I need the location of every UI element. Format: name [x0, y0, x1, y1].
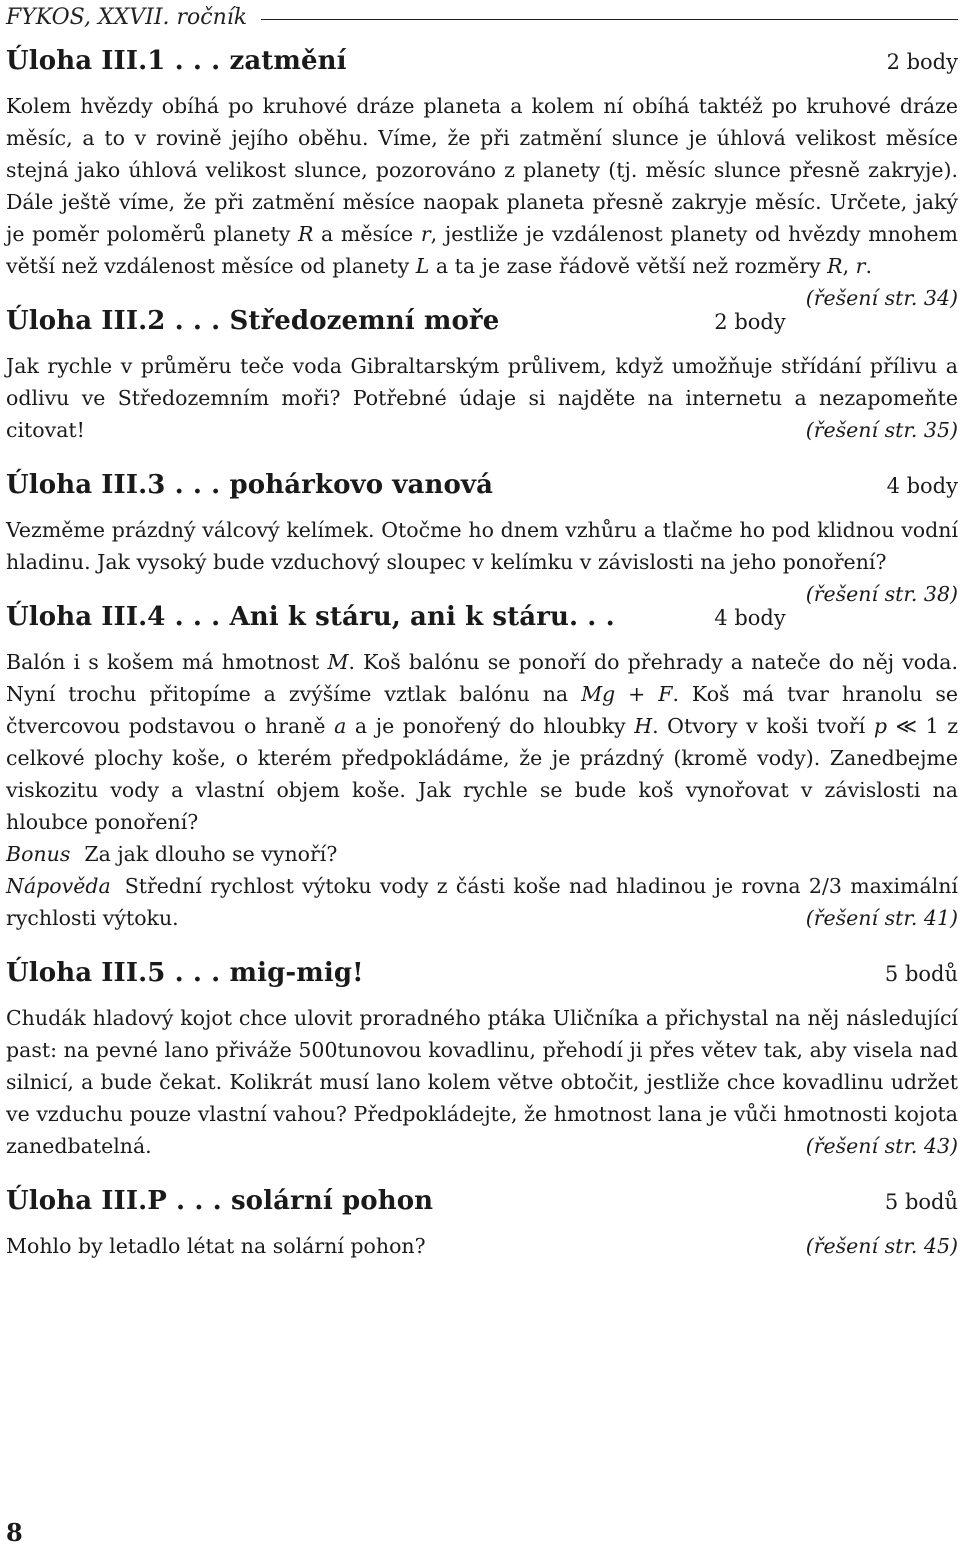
- solution-reference: (řešení str. 35): [805, 418, 958, 442]
- page-number: 8: [6, 1518, 23, 1547]
- symbol-R: R: [297, 222, 314, 246]
- task-III-P: [6, 1186, 958, 1262]
- running-title: FYKOS, XXVII. ročník: [6, 4, 248, 30]
- task-points: 2 body: [886, 50, 958, 74]
- symbol-R: R: [827, 254, 843, 278]
- symbol-r: r: [855, 254, 866, 278]
- task-title: Úloha III.2 . . . Středozemní moře: [6, 306, 500, 336]
- symbol-L: L: [415, 254, 430, 278]
- task-text: Mohlo by letadlo létat na solární pohon? (řešení str. 45): [6, 1230, 958, 1262]
- task-III-5: [6, 958, 958, 1162]
- task-title: Úloha III.1 . . . zatmění: [6, 46, 347, 76]
- task-III-1: [6, 46, 958, 310]
- task-text: Vezměme prázdný válcový kelímek. Otočme ho dnem vzhůru a tlačme ho pod klidnou vodní hladinu. Jak vysoký bude vzduchový sloupec v kelímku v závislosti na jeho ponoření? (řešení str. 38): [6, 514, 958, 578]
- solution-reference: (řešení str. 34): [805, 286, 958, 310]
- task-text: Balón i s košem má hmotnost M. Koš balónu se ponoří do přehrady a nateče do něj voda. Nyní trochu přitopíme a zvýšíme vztlak balónu na Mg + F. Koš má tvar hranolu se čtvercovou podstavou o hraně a a je ponořený do hloubky H. Otvory v koši tvoří p ≪ 1 z celkové plochy koše, o kterém předpokládáme, že je prázdný (kromě vody). Zanedbejme viskozitu vody a vlastní objem koše. Jak rychle se bude koš vynořovat v závislosti na hloubce ponoření? Bonus Za jak dlouho se vynoří? Nápověda Střední rychlost výtoku vody z části koše nad hladinou je rovna 2/3 maximální rychlosti výtoku. (řešení str. 41): [6, 646, 958, 934]
- bonus-label: Bonus: [6, 842, 71, 866]
- running-header: [6, 0, 958, 34]
- task-title: Úloha III.4 . . . Ani k stáru, ani k stáru. . .: [6, 602, 615, 632]
- symbol-H: H: [634, 714, 653, 738]
- task-title: Úloha III.5 . . . mig-mig!: [6, 958, 364, 988]
- task-III-4: [6, 602, 958, 934]
- header-rule: [261, 19, 958, 20]
- solution-reference: (řešení str. 45): [805, 1234, 958, 1258]
- task-points: 4 body: [886, 474, 958, 498]
- bonus-line: Bonus Za jak dlouho se vynoří?: [6, 838, 958, 870]
- task-text: Kolem hvězdy obíhá po kruhové dráze planeta a kolem ní obíhá taktéž po kruhové dráze měsíc, a to v rovině jejího oběhu. Víme, že při zatmění slunce je úhlová velikost měsíce stejná jako úhlová velikost slunce, pozorováno z planety (tj. měsíc slunce přesně zakryje). Dále ještě víme, že při zatmění měsíce naopak planeta přesně zakryje měsíc. Určete, jaký je poměr poloměrů planety R a měsíce r, jestliže je vzdálenost planety od hvězdy mnohem větší než vzdálenost měsíce od planety L a ta je zase řádově větší než rozměry R, r. (řešení str. 34): [6, 90, 958, 282]
- task-heading: [6, 1186, 958, 1226]
- task-heading: [6, 306, 786, 346]
- symbol-a: a: [334, 714, 347, 738]
- task-heading: [6, 46, 958, 86]
- solution-reference: (řešení str. 41): [805, 906, 958, 930]
- task-heading: [6, 602, 786, 642]
- task-points: 5 bodů: [884, 1190, 958, 1214]
- symbol-Mg: Mg: [581, 682, 616, 706]
- task-points: 5 bodů: [884, 962, 958, 986]
- task-points: 2 body: [714, 310, 786, 334]
- task-III-2: [6, 306, 958, 446]
- task-heading: [6, 958, 958, 998]
- symbol-F: F: [658, 682, 673, 706]
- task-title: Úloha III.P . . . solární pohon: [6, 1186, 434, 1216]
- hint-label: Nápověda: [6, 874, 111, 898]
- task-text: Jak rychle v průměru teče voda Gibraltarským průlivem, když umožňuje střídání přílivu a odlivu ve Středozemním moři? Potřebné údaje si najděte na internetu a nezapomeňte citovat! (řešení str. 35): [6, 350, 958, 446]
- task-points: 4 body: [714, 606, 786, 630]
- task-text: Chudák hladový kojot chce ulovit proradného ptáka Uličníka a přichystal na něj následující past: na pevné lano přiváže 500tunovou kovadlinu, přehodí ji přes větev tak, aby visela nad silnicí, a bude čekat. Kolikrát musí lano kolem větve obtočit, jestliže chce kovadlinu udržet ve vzduchu pouze vlastní vahou? Předpokládejte, že hmotnost lana je vůči hmotnosti kojota zanedbatelná. (řešení str. 43): [6, 1002, 958, 1162]
- document-page: [6, 0, 958, 1262]
- symbol-r: r: [420, 222, 431, 246]
- solution-reference: (řešení str. 38): [805, 582, 958, 606]
- task-title: Úloha III.3 . . . pohárkovo vanová: [6, 470, 494, 500]
- symbol-M: M: [327, 650, 349, 674]
- symbol-p: p: [873, 714, 887, 738]
- task-heading: [6, 470, 958, 510]
- hint-line: Nápověda Střední rychlost výtoku vody z části koše nad hladinou je rovna 2/3 maximální rychlosti výtoku. (řešení str. 41): [6, 870, 958, 934]
- task-III-3: [6, 470, 958, 606]
- solution-reference: (řešení str. 43): [805, 1134, 958, 1158]
